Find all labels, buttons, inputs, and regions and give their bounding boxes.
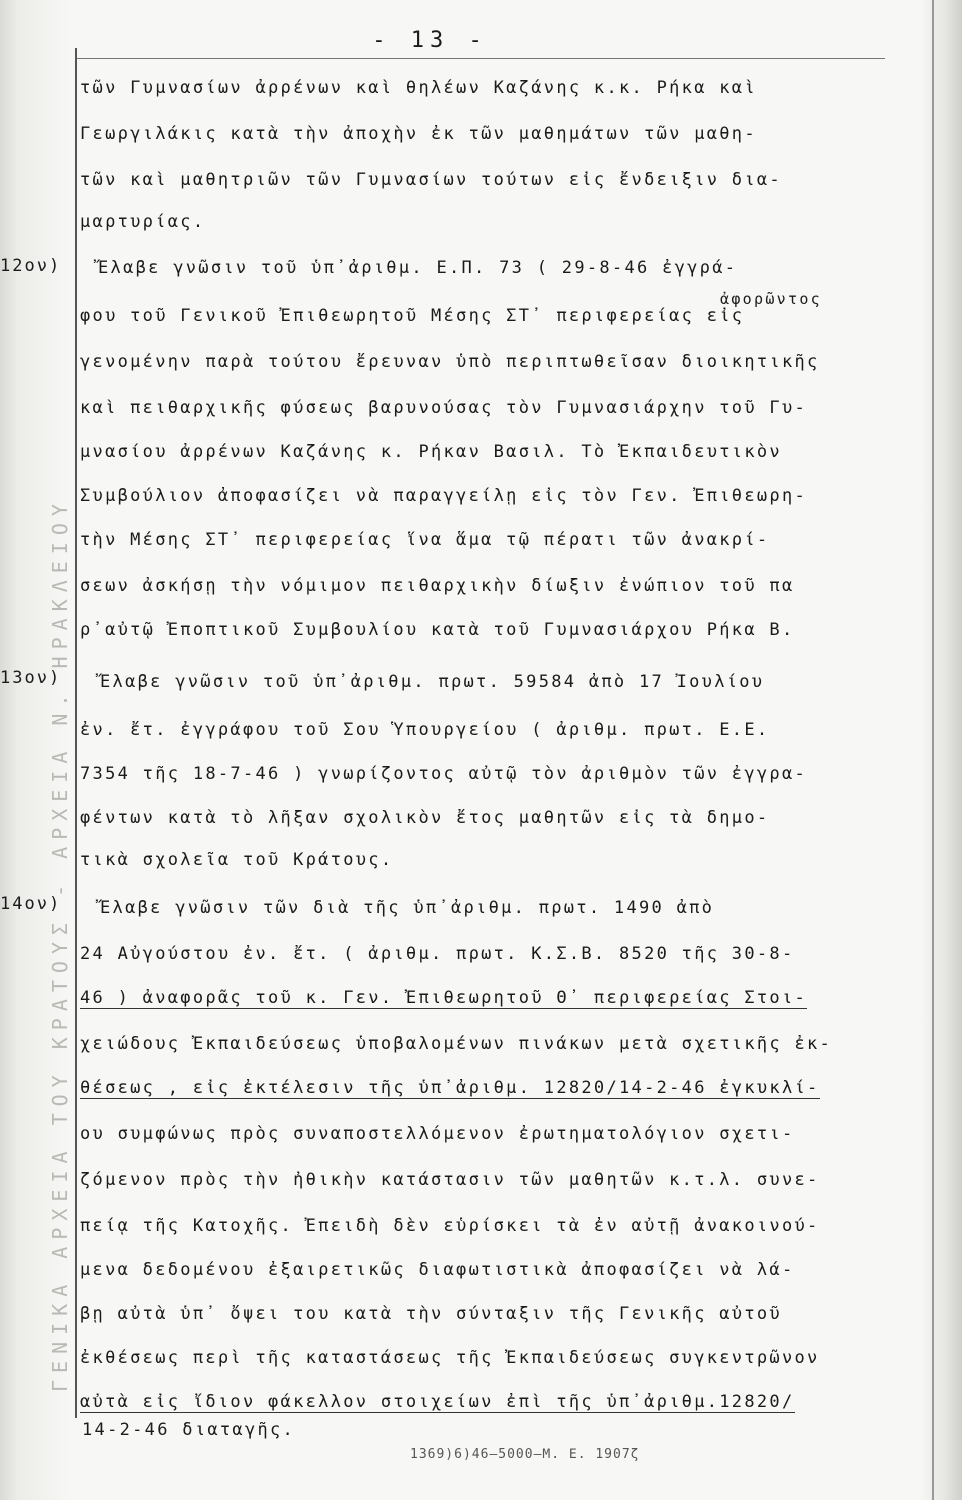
text-line: μαρτυρίας. bbox=[80, 212, 206, 232]
margin-rule bbox=[75, 48, 77, 1418]
text-line: 14-2-46 διαταγῆς. bbox=[82, 1420, 296, 1440]
top-rule bbox=[75, 58, 885, 59]
text-line: καὶ πειθαρχικῆς φύσεως βαρυνούσας τὸν Γυμνασιάρχην τοῦ Γυ- bbox=[80, 398, 808, 418]
text-line: Ἔλαβε γνῶσιν τοῦ ὑπ᾽ἀριθμ. Ε.Π. 73 ( 29-8-46 ἐγγρά- bbox=[98, 258, 738, 278]
item-number: 13ον) bbox=[0, 668, 62, 688]
text-line: ου συμφώνως πρὸς συναποστελλόμενον ἐρωτηματολόγιον σχετι- bbox=[80, 1124, 795, 1144]
text-line: Ἔλαβε γνῶσιν τῶν διὰ τῆς ὑπ᾽ἀριθμ. πρωτ. 1490 ἀπὸ bbox=[100, 898, 715, 918]
text-line: 24 Αὐγούστου ἐν. ἔτ. ( ἀριθμ. πρωτ. Κ.Σ.Β. 8520 τῆς 30-8- bbox=[80, 944, 795, 964]
text-line: φέντων κατὰ τὸ λῆξαν σχολικὸν ἔτος μαθητῶν εἰς τὰ δημο- bbox=[80, 808, 770, 828]
text-line: γενομένην παρὰ τούτου ἔρευναν ὑπὸ περιπτωθεῖσαν διοικητικῆς bbox=[80, 352, 820, 372]
text-line: τῶν καὶ μαθητριῶν τῶν Γυμνασίων τούτων εἰς ἔνδειξιν δια- bbox=[80, 170, 782, 190]
text-line: 7354 τῆς 18-7-46 ) γνωρίζοντος αὐτῷ τὸν ἀριθμὸν τῶν ἐγγρα- bbox=[80, 764, 808, 784]
text-line: φου τοῦ Γενικοῦ Ἐπιθεωρητοῦ Μέσης ΣΤ᾽ περιφερείας εἰς bbox=[80, 306, 745, 326]
text-line: ἐν. ἔτ. ἐγγράφου τοῦ Σου Ὑπουργείου ( ἀριθμ. πρωτ. Ε.Ε. bbox=[80, 720, 770, 740]
text-line: μενα δεδομένου ἐξαιρετικῶς διαφωτιστικὰ ἀποφασίζει νὰ λά- bbox=[80, 1260, 795, 1280]
text-line: Συμβούλιον ἀποφασίζει νὰ παραγγείλῃ εἰς τὸν Γεν. Ἐπιθεωρη- bbox=[80, 486, 808, 506]
interlinear-correction: ἀφορῶντος bbox=[720, 290, 822, 308]
text-line: τὴν Μέσης ΣΤ᾽ περιφερείας ἵνα ἅμα τῷ πέρατι τῶν ἀνακρί- bbox=[80, 530, 770, 550]
text-line: ρ᾽αὐτῷ Ἐποπτικοῦ Συμβουλίου κατὰ τοῦ Γυμνασιάρχου Ρήκα Β. bbox=[80, 620, 795, 640]
text-line: βῃ αὐτὰ ὑπ᾽ ὄψει του κατὰ τὴν σύνταξιν τῆς Γενικῆς αὐτοῦ bbox=[80, 1304, 782, 1324]
text-line: Ἔλαβε γνῶσιν τοῦ ὑπ᾽ἀριθμ. πρωτ. 59584 ἀπὸ 17 Ἰουλίου bbox=[100, 672, 765, 692]
item-number: 14ον) bbox=[0, 894, 62, 914]
text-line: τῶν Γυμνασίων ἀρρένων καὶ θηλέων Καζάνης κ.κ. Ρήκα καὶ bbox=[80, 78, 757, 98]
text-line: σεων ἀσκήσῃ τὴν νόμιμον πειθαρχικὴν δίωξιν ἐνώπιον τοῦ πα bbox=[80, 576, 795, 596]
text-line: αὐτὰ εἰς ἴδιον φάκελλον στοιχείων ἐπὶ τῆς ὑπ᾽ἀριθμ.12820/ bbox=[80, 1392, 795, 1412]
archive-side-stamp: ΓΕΝΙΚΑ ΑΡΧΕΙΑ ΤΟΥ ΚΡΑΤΟΥΣ - ΑΡΧΕΙΑ Ν. ΗΡΑΚΛΕΙΟΥ bbox=[48, 497, 72, 1392]
page-edge-shadow bbox=[932, 0, 934, 1500]
text-line: χειώδους Ἐκπαιδεύσεως ὑποβαλομένων πινάκων μετὰ σχετικῆς ἐκ- bbox=[80, 1034, 833, 1054]
footer-printer-mark: 1369)6)46—5000—Μ. Ε. 1907ζ bbox=[410, 1447, 640, 1462]
text-line: τικὰ σχολεῖα τοῦ Κράτους. bbox=[80, 850, 394, 870]
item-number: 12ον) bbox=[0, 256, 62, 276]
page-number: - 13 - bbox=[372, 28, 488, 53]
text-line: ἐκθέσεως περὶ τῆς καταστάσεως τῆς Ἐκπαιδεύσεως συγκεντρῶνον bbox=[80, 1348, 820, 1368]
text-line: μνασίου ἀρρένων Καζάνης κ. Ρήκαν Βασιλ. Τὸ Ἐκπαιδευτικὸν bbox=[80, 442, 782, 462]
text-line: πείᾳ τῆς Κατοχῆς. Ἐπειδὴ δὲν εὑρίσκει τὰ ἐν αὐτῇ ἀνακοινού- bbox=[80, 1216, 820, 1236]
text-line: ζόμενον πρὸς τὴν ἠθικὴν κατάστασιν τῶν μαθητῶν κ.τ.λ. συνε- bbox=[80, 1170, 820, 1190]
text-line: θέσεως , εἰς ἐκτέλεσιν τῆς ὑπ᾽ἀριθμ. 12820/14-2-46 ἐγκυκλί- bbox=[80, 1078, 820, 1098]
text-line: Γεωργιλάκις κατὰ τὴν ἀποχὴν ἐκ τῶν μαθημάτων τῶν μαθη- bbox=[80, 124, 757, 144]
text-line: 46 ) ἀναφορᾶς τοῦ κ. Γεν. Ἐπιθεωρητοῦ Θ᾽ περιφερείας Στοι- bbox=[80, 988, 808, 1008]
